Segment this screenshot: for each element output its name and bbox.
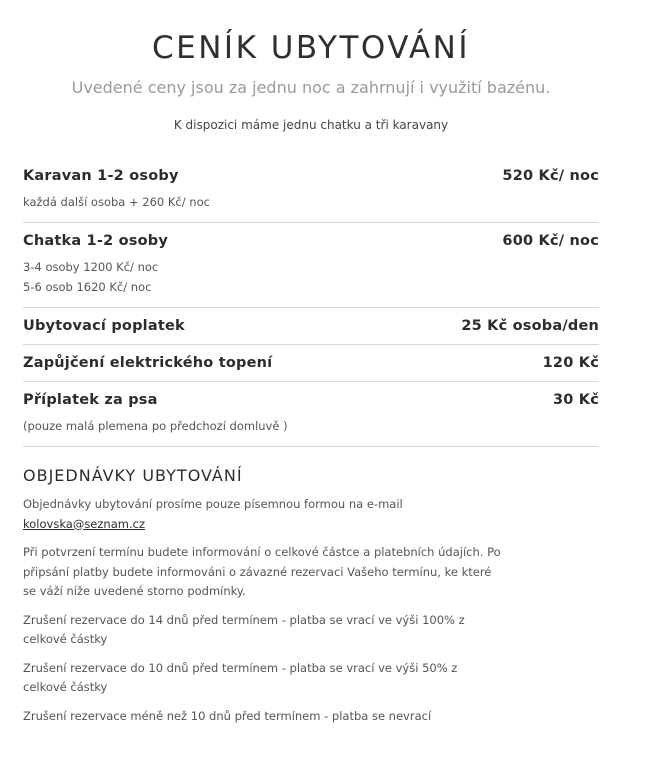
price-list — [23, 160, 599, 447]
orders-paragraph: Zrušení rezervace do 14 dnů před termínem - platba se vrací ve výši 100% z celkové částky — [23, 612, 465, 646]
price-item-detail — [23, 257, 599, 297]
price-item-detail: každá další osoba + 260 Kč/ noc — [23, 195, 210, 209]
price-item-detail-line: 5-6 osob 1620 Kč/ noc — [23, 280, 152, 294]
email-link[interactable]: kolovska@seznam.cz — [23, 516, 145, 531]
price-item-name: Zapůjčení elektrického topení — [23, 355, 273, 371]
price-item-price: 120 Kč — [542, 355, 599, 371]
orders-title: OBJEDNÁVKY UBYTOVÁNÍ — [23, 466, 243, 485]
price-item-detail-line: 3-4 osoby 1200 Kč/ noc — [23, 260, 159, 274]
price-row-topeni — [23, 345, 599, 382]
price-item-detail: (pouze malá plemena po předchozí domluvě ) — [23, 419, 288, 433]
availability-note: K dispozici máme jednu chatku a tři karavany — [173, 118, 449, 132]
orders-section — [23, 466, 503, 735]
price-row-karavan — [23, 160, 599, 223]
price-item-price: 600 Kč/ noc — [502, 233, 599, 249]
orders-intro-text: Objednávky ubytování prosíme pouze písemnou formou na e-mail — [23, 497, 403, 511]
price-item-price: 25 Kč osoba/den — [461, 318, 599, 334]
orders-paragraph: Zrušení rezervace méně než 10 dnů před termínem - platba se nevrací — [23, 708, 432, 723]
orders-paragraph: Při potvrzení termínu budete informování o celkové částce a platebních údajích. Po připsání platby budete informováni o závazné rezervaci Vašeho termínu, ke které se váží níže uvedené storno podmínky. — [23, 545, 501, 598]
page-title: CENÍK UBYTOVÁNÍ — [152, 30, 470, 66]
price-row-pes — [23, 382, 599, 447]
price-item-name: Ubytovací poplatek — [23, 318, 185, 334]
price-row-chatka — [23, 223, 599, 308]
price-item-name: Chatka 1-2 osoby — [23, 233, 168, 249]
price-row-ubytovaci-poplatek — [23, 308, 599, 345]
page-subtitle: Uvedené ceny jsou za jednu noc a zahrnují i využití bazénu. — [71, 78, 551, 97]
price-item-price: 30 Kč — [552, 392, 599, 408]
price-item-name: Karavan 1-2 osoby — [23, 168, 179, 184]
price-item-price: 520 Kč/ noc — [502, 168, 599, 184]
orders-intro — [23, 495, 503, 534]
price-item-name: Příplatek za psa — [23, 392, 158, 408]
orders-paragraph: Zrušení rezervace do 10 dnů před termínem - platba se vrací ve výši 50% z celkové částky — [23, 660, 458, 694]
